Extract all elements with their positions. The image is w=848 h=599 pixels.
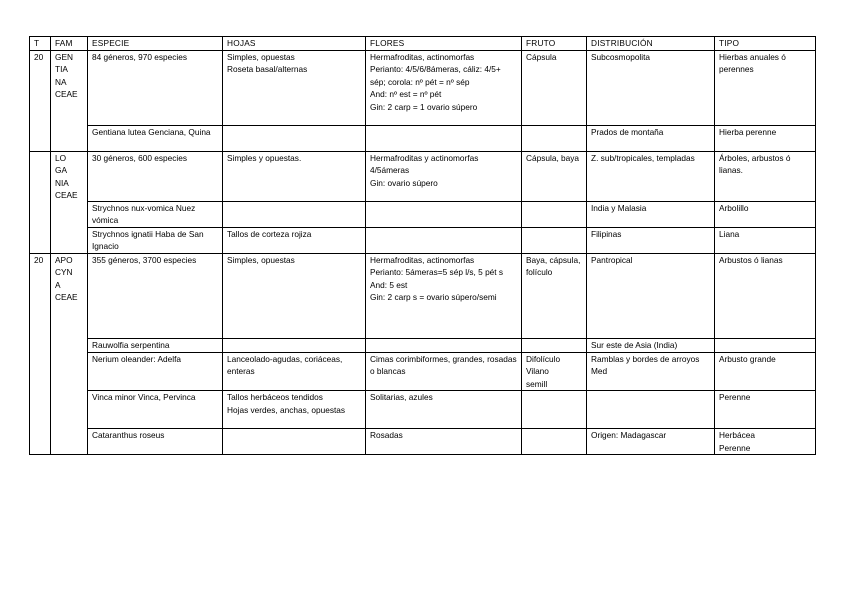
cell-t: 20 [30, 51, 51, 152]
cell-hojas: Tallos de corteza rojiza [223, 228, 366, 254]
header-tipo: TIPO [715, 37, 816, 51]
cell-tipo: Arbolillo [715, 202, 816, 228]
cell-distribucion: Z. sub/tropicales, templadas [587, 152, 715, 202]
table-row [30, 353, 816, 391]
cell-flores: Hermafroditas, actinomorfas Perianto: 4/5/6/8ámeras, cáliz: 4/5+ sép; corola: nº pét = nº sép And: nº est = nº pét Gin: 2 carp = 1 ovario súpero [366, 51, 522, 126]
table-row [30, 391, 816, 429]
cell-especie: Rauwolfia serpentina [88, 339, 223, 353]
cell-hojas [223, 126, 366, 152]
header-especie: ESPECIE [88, 37, 223, 51]
cell-fruto: Difolículo Vilano semill [522, 353, 587, 391]
cell-distribucion: Prados de montaña [587, 126, 715, 152]
cell-hojas: Lanceolado-agudas, coriáceas, enteras [223, 353, 366, 391]
cell-tipo [715, 339, 816, 353]
cell-distribucion: Origen: Madagascar [587, 429, 715, 455]
cell-distribucion: Filipinas [587, 228, 715, 254]
cell-especie: Strychnos nux-vomica Nuez vómica [88, 202, 223, 228]
cell-especie: Nerium oleander: Adelfa [88, 353, 223, 391]
cell-family: LO GA NIA CEAE [51, 152, 88, 254]
botany-classification-table [29, 36, 816, 455]
cell-tipo: Hierbas anuales ó perennes [715, 51, 816, 126]
cell-t: 20 [30, 254, 51, 455]
cell-flores: Hermafroditas, actinomorfas Perianto: 5ámeras=5 sép l/s, 5 pét s And: 5 est Gin: 2 carp s = ovario súpero/semi [366, 254, 522, 339]
table-row [30, 152, 816, 202]
cell-family: APO CYN A CEAE [51, 254, 88, 455]
cell-flores: Hermafroditas y actinomorfas 4/5ámeras Gin: ovario súpero [366, 152, 522, 202]
cell-flores: Solitarias, azules [366, 391, 522, 429]
table-row [30, 202, 816, 228]
header-t: T [30, 37, 51, 51]
cell-flores: Cimas corimbiformes, grandes, rosadas o blancas [366, 353, 522, 391]
cell-tipo: Herbácea Perenne [715, 429, 816, 455]
cell-tipo: Perenne [715, 391, 816, 429]
header-distribucion: DISTRIBUCIÓN [587, 37, 715, 51]
cell-family: GEN TIA NA CEAE [51, 51, 88, 152]
cell-hojas [223, 339, 366, 353]
table-row [30, 228, 816, 254]
cell-fruto: Cápsula, baya [522, 152, 587, 202]
cell-tipo: Arbustos ó lianas [715, 254, 816, 339]
header-fam: FAM [51, 37, 88, 51]
cell-fruto [522, 126, 587, 152]
cell-fruto [522, 339, 587, 353]
cell-especie: Gentiana lutea Genciana, Quina [88, 126, 223, 152]
cell-distribucion [587, 391, 715, 429]
table-row [30, 339, 816, 353]
cell-flores [366, 228, 522, 254]
cell-distribucion: Ramblas y bordes de arroyos Med [587, 353, 715, 391]
header-hojas: HOJAS [223, 37, 366, 51]
cell-distribucion: Pantropical [587, 254, 715, 339]
cell-hojas: Tallos herbáceos tendidos Hojas verdes, anchas, opuestas [223, 391, 366, 429]
cell-fruto [522, 391, 587, 429]
cell-tipo: Liana [715, 228, 816, 254]
cell-fruto [522, 429, 587, 455]
table-row [30, 254, 816, 339]
table-row [30, 429, 816, 455]
cell-distribucion: Subcosmopolita [587, 51, 715, 126]
cell-especie: Vinca minor Vinca, Pervinca [88, 391, 223, 429]
cell-especie: 355 géneros, 3700 especies [88, 254, 223, 339]
cell-fruto: Cápsula [522, 51, 587, 126]
cell-hojas: Simples, opuestas Roseta basal/alternas [223, 51, 366, 126]
cell-tipo: Arbusto grande [715, 353, 816, 391]
cell-hojas: Simples y opuestas. [223, 152, 366, 202]
cell-especie: 30 géneros, 600 especies [88, 152, 223, 202]
cell-especie: Strychnos ignatii Haba de San Ignacio [88, 228, 223, 254]
cell-flores [366, 339, 522, 353]
cell-flores [366, 202, 522, 228]
cell-fruto [522, 202, 587, 228]
cell-flores [366, 126, 522, 152]
cell-hojas: Simples, opuestas [223, 254, 366, 339]
table-row [30, 126, 816, 152]
cell-fruto [522, 228, 587, 254]
cell-flores: Rosadas [366, 429, 522, 455]
cell-distribucion: Sur este de Asia (India) [587, 339, 715, 353]
header-fruto: FRUTO [522, 37, 587, 51]
cell-distribucion: India y Malasia [587, 202, 715, 228]
cell-fruto: Baya, cápsula, folículo [522, 254, 587, 339]
cell-especie: 84 géneros, 970 especies [88, 51, 223, 126]
table-row [30, 51, 816, 126]
header-row [30, 37, 816, 51]
cell-especie: Cataranthus roseus [88, 429, 223, 455]
cell-hojas [223, 202, 366, 228]
cell-t-empty [30, 152, 51, 254]
cell-hojas [223, 429, 366, 455]
cell-tipo: Hierba perenne [715, 126, 816, 152]
header-flores: FLORES [366, 37, 522, 51]
cell-tipo: Árboles, arbustos ó lianas. [715, 152, 816, 202]
